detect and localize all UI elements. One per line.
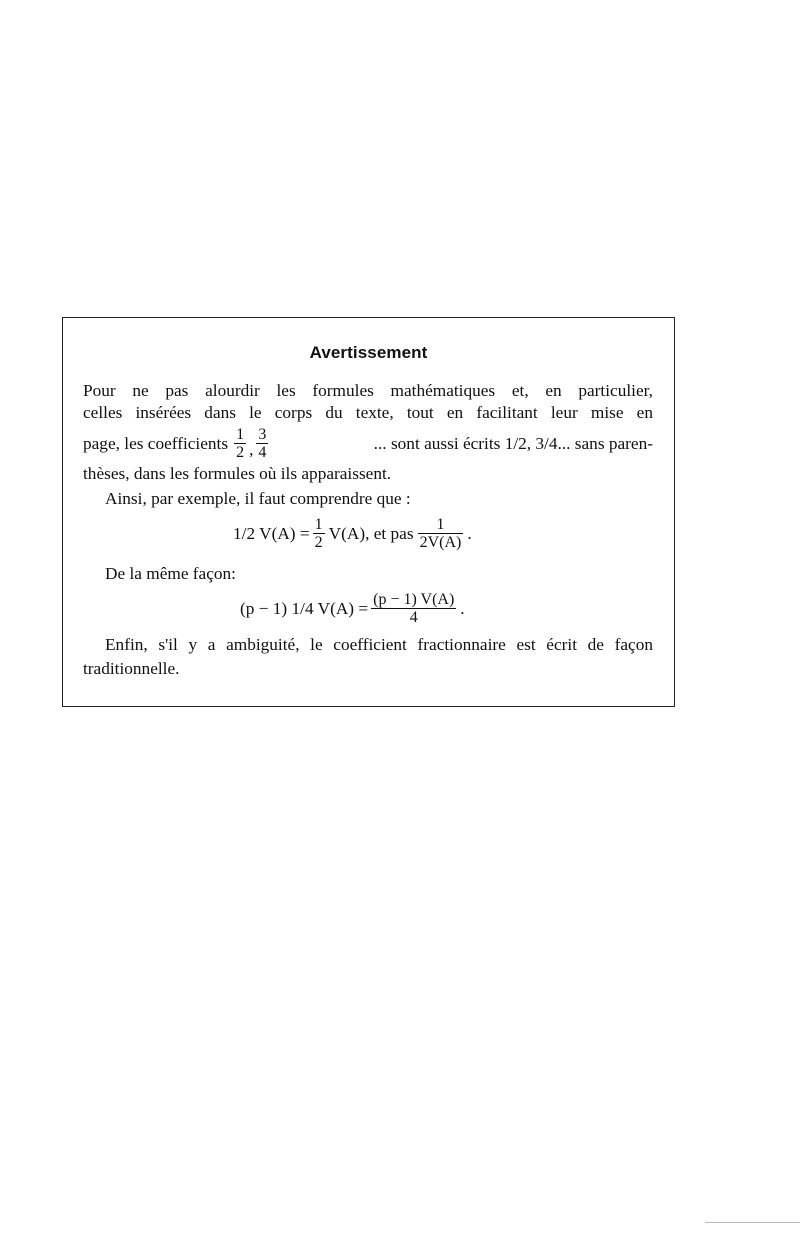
para1-line4: thèses, dans les formules où ils apparaissent.: [83, 464, 392, 483]
formula-one: [233, 516, 472, 551]
fraction-denominator: 2V(A): [419, 534, 462, 551]
formula1-end: .: [467, 523, 472, 543]
fraction-denominator: 4: [409, 609, 418, 626]
fraction-denominator: 2: [314, 534, 323, 551]
para1-line3: [83, 426, 653, 461]
formula2-left: (p − 1) 1/4 V(A) =: [240, 598, 369, 618]
para1-line3-after: ... sont aussi écrits 1/2, 3/4... sans paren-: [373, 433, 653, 453]
fraction-three-quarters: [256, 426, 268, 461]
formula2-end: .: [460, 598, 465, 618]
para4-line2: traditionnelle.: [83, 659, 180, 678]
para4-line1: Enfin, s'il y a ambiguité, le coefficient fractionnaire est écrit de façon: [105, 635, 653, 654]
fraction-numerator: 1: [236, 426, 245, 443]
formula1-fraction: [313, 516, 325, 551]
formula-two: [240, 591, 465, 626]
para1-line3-before: page, les coefficients: [83, 433, 229, 453]
notice-title: Avertissement: [309, 343, 428, 362]
fraction-separator: ,: [249, 439, 254, 459]
notice-box: [62, 317, 675, 707]
edge-rule: [705, 1222, 800, 1223]
para2-intro: Ainsi, par exemple, il faut comprendre que :: [105, 489, 411, 508]
formula1-mid: V(A), et pas: [328, 523, 414, 543]
para3-intro: De la même façon:: [105, 564, 236, 583]
para1-line1: Pour ne pas alourdir les formules mathématiques et, en particulier,: [83, 381, 653, 400]
fraction-one-half: [234, 426, 246, 461]
fraction-denominator: 2: [236, 444, 245, 461]
fraction-denominator: 4: [258, 444, 267, 461]
fraction-numerator: 1: [418, 516, 464, 534]
fraction-numerator: 3: [258, 426, 267, 443]
formula1-fraction2: [418, 516, 464, 551]
formula2-fraction: [371, 591, 456, 626]
fraction-numerator: (p − 1) V(A): [373, 591, 455, 608]
fraction-numerator: 1: [314, 516, 323, 533]
formula1-left: 1/2 V(A) =: [233, 523, 310, 543]
para1-line2: celles insérées dans le corps du texte, tout en facilitant leur mise en: [83, 403, 653, 422]
